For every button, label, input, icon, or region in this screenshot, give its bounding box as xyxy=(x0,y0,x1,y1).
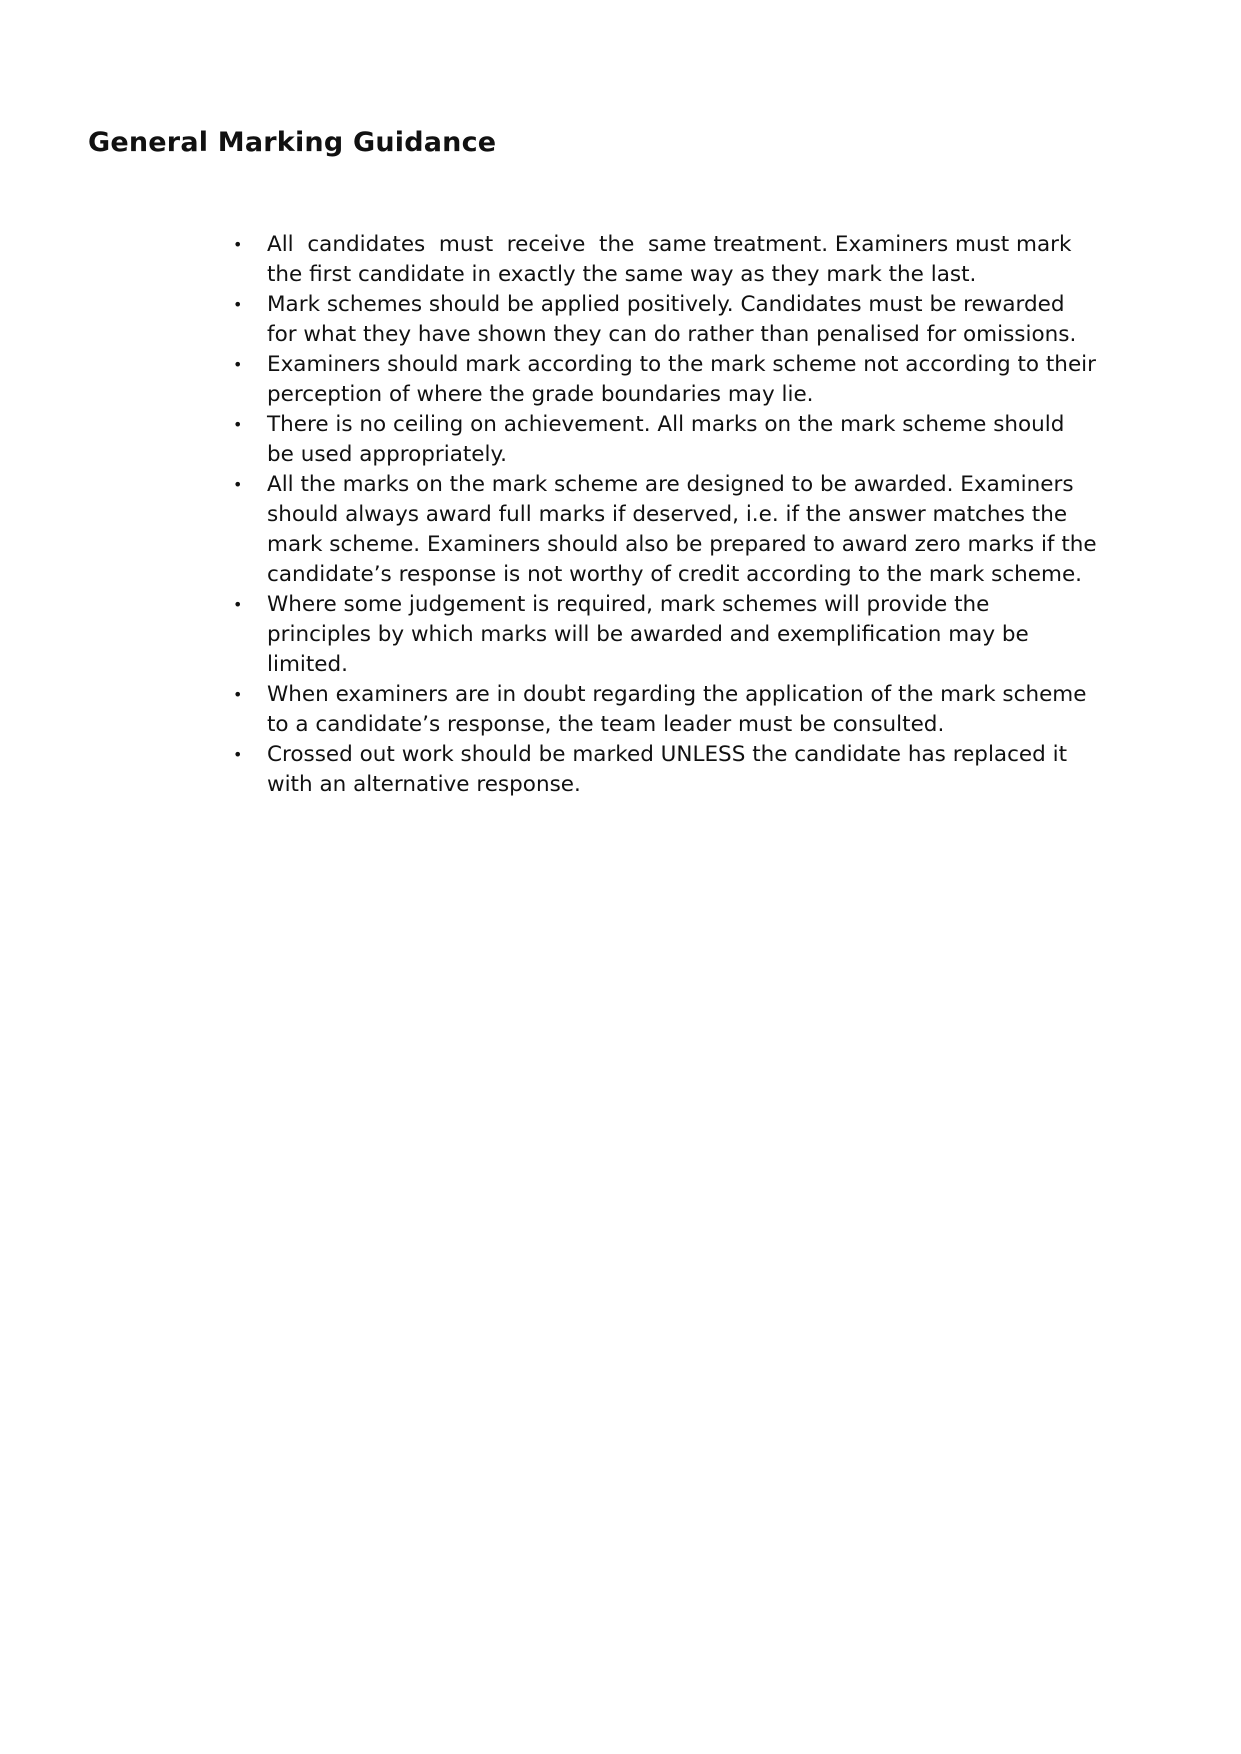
bullet-icon: • xyxy=(233,355,243,374)
guidance-text: All candidates must receive the same treatment. Examiners must mark the first candidate in exactly the same way as they mark the last. xyxy=(267,232,1079,287)
bullet-icon: • xyxy=(233,235,243,254)
guidance-item-7 xyxy=(233,680,1097,740)
guidance-text: There is no ceiling on achievement. All marks on the mark scheme should be used appropriately. xyxy=(267,412,1065,467)
bullet-icon: • xyxy=(233,295,243,314)
bullet-icon: • xyxy=(233,475,243,494)
guidance-text: Mark schemes should be applied positively. Candidates must be rewarded for what they have shown they can do rather than penalised for omissions. xyxy=(267,292,1077,347)
guidance-item-8 xyxy=(233,740,1097,800)
guidance-item-4 xyxy=(233,410,1097,470)
page-title: General Marking Guidance xyxy=(88,127,497,158)
guidance-item-1 xyxy=(233,230,1097,290)
guidance-item-5 xyxy=(233,470,1097,590)
bullet-icon: • xyxy=(233,745,243,764)
guidance-text: Crossed out work should be marked UNLESS the candidate has replaced it with an alternative response. xyxy=(267,742,1068,797)
guidance-text: Examiners should mark according to the mark scheme not according to their perception of where the grade boundaries may lie. xyxy=(267,352,1096,407)
guidance-item-3 xyxy=(233,350,1097,410)
guidance-item-6 xyxy=(233,590,1097,680)
guidance-text: When examiners are in doubt regarding the application of the mark scheme to a candidate’s response, the team leader must be consulted. xyxy=(267,682,1087,737)
guidance-text: All the marks on the mark scheme are designed to be awarded. Examiners should always award full marks if deserved, i.e. if the answer matches the mark scheme. Examiners should also be prepared to award zero marks if the candidate’s response is not worthy of credit according to the mark scheme. xyxy=(267,472,1097,587)
guidance-item-2 xyxy=(233,290,1097,350)
bullet-icon: • xyxy=(233,595,243,614)
guidance-list xyxy=(233,230,1097,800)
bullet-icon: • xyxy=(233,685,243,704)
bullet-icon: • xyxy=(233,415,243,434)
guidance-text: Where some judgement is required, mark schemes will provide the principles by which marks will be awarded and exemplification may be limited. xyxy=(267,592,1029,677)
